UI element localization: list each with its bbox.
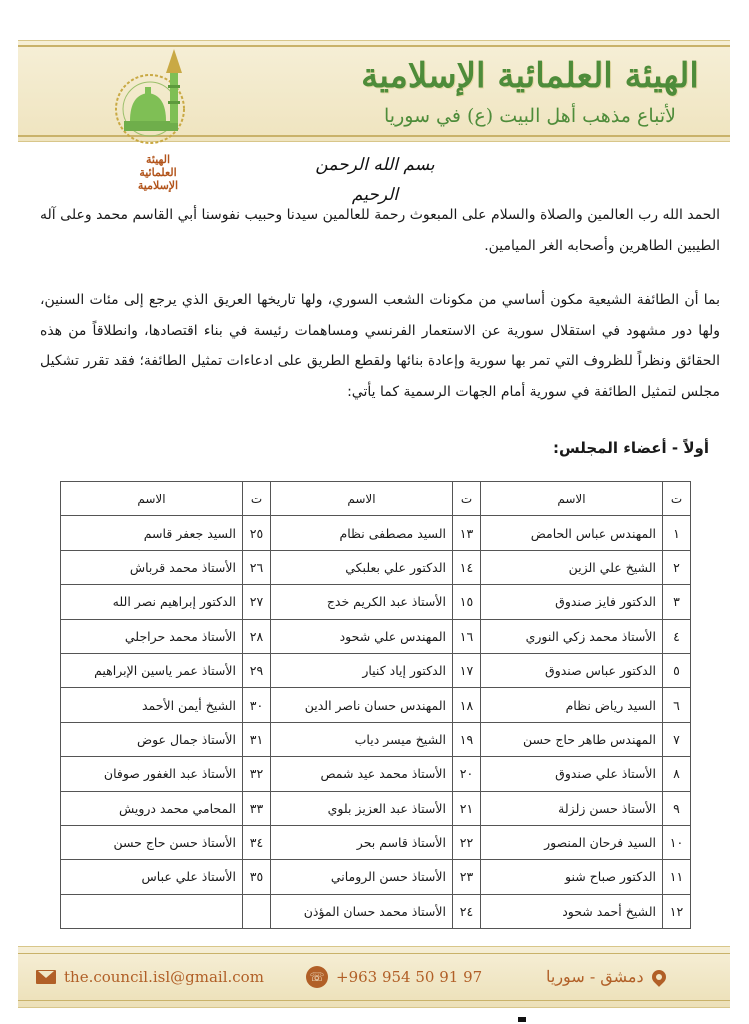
footer-email[interactable] <box>36 964 264 990</box>
member-name: الأستاذ عبد العزيز بلوي <box>271 791 453 825</box>
scan-mark <box>518 1017 526 1022</box>
member-name: المهندس حسان ناصر الدين <box>271 688 453 722</box>
table-row <box>61 894 691 928</box>
logo-caption <box>98 153 218 192</box>
member-number: ٢٨ <box>243 619 271 653</box>
member-name: الشيخ ميسر دياب <box>271 722 453 756</box>
member-number: ٢٧ <box>243 585 271 619</box>
member-number: ٢ <box>663 550 691 584</box>
table-row <box>61 757 691 791</box>
table-row <box>61 653 691 687</box>
footer-top-line <box>18 953 730 954</box>
footer-bottom-line <box>18 1000 730 1001</box>
table-row <box>61 860 691 894</box>
member-name: الأستاذ محمد قرباش <box>61 550 243 584</box>
member-number: ٩ <box>663 791 691 825</box>
email-icon <box>36 970 56 984</box>
member-number: ٦ <box>663 688 691 722</box>
member-name: السيد فرحان المنصور <box>481 825 663 859</box>
member-name: الشيخ علي الزين <box>481 550 663 584</box>
member-name: الدكتور صباح شنو <box>481 860 663 894</box>
table-header-row <box>61 482 691 516</box>
table-row <box>61 550 691 584</box>
footer-contact-bar <box>18 946 730 1008</box>
members-table <box>60 481 691 929</box>
member-name: المحامي محمد درويش <box>61 791 243 825</box>
organization-logo <box>98 43 208 193</box>
member-number: ٣٥ <box>243 860 271 894</box>
member-name: الأستاذ قاسم بحر <box>271 825 453 859</box>
member-number: ١٤ <box>453 550 481 584</box>
member-number: ٧ <box>663 722 691 756</box>
basmala: بسم الله الرحمن الرحيم <box>315 155 435 205</box>
member-name: المهندس علي شحود <box>271 619 453 653</box>
member-name: الأستاذ علي صندوق <box>481 757 663 791</box>
column-header-number: ت <box>663 482 691 516</box>
table-row <box>61 825 691 859</box>
member-number: ١٣ <box>453 516 481 550</box>
organization-title: الهيئة العلمائية الإسلامية <box>361 56 699 96</box>
location-text: دمشق - سوريا <box>546 967 644 986</box>
member-number: ١٧ <box>453 653 481 687</box>
body-paragraph: بما أن الطائفة الشيعية مكون أساسي من مكونات الشعب السوري، ولها تاريخها العريق الذي يرجع إلى مئات السنين، ولها دور مشهود في استقلال سورية عن الاستعمار الفرنسي ومساهمات رئيسة في بناء اقتصادها، وانطلاقاً من هذه الحقائق ونظراً للظروف التي تمر بها سورية وإعادة بنائها ولقطع الطريق على ادعاءات تمثيل الطائفة؛ فقد تقرر تشكيل مجلس لتمثيل الطائفة في سورية أمام الجهات الرسمية كما يأتي: <box>40 292 720 400</box>
member-number: ٣ <box>663 585 691 619</box>
whatsapp-icon: ☏ <box>306 966 328 988</box>
footer-phone[interactable] <box>306 964 482 990</box>
member-name: الدكتور إبراهيم نصر الله <box>61 585 243 619</box>
member-name: الأستاذ حسن الروماني <box>271 860 453 894</box>
member-name: الدكتور علي بعلبكي <box>271 550 453 584</box>
member-name: الأستاذ علي عباس <box>61 860 243 894</box>
member-name: الدكتور إياد كنيار <box>271 653 453 687</box>
member-number: ٤ <box>663 619 691 653</box>
member-name: السيد مصطفى نظام <box>271 516 453 550</box>
member-number: ٢٦ <box>243 550 271 584</box>
member-number <box>243 894 271 928</box>
member-name: السيد جعفر قاسم <box>61 516 243 550</box>
member-number: ٢٤ <box>453 894 481 928</box>
table-row <box>61 585 691 619</box>
member-number: ١٦ <box>453 619 481 653</box>
member-name: الأستاذ عبد الكريم خدج <box>271 585 453 619</box>
member-number: ١٨ <box>453 688 481 722</box>
member-number: ٢٠ <box>453 757 481 791</box>
logo-caption-line: العلمائية <box>139 166 177 179</box>
member-name: الدكتور عباس صندوق <box>481 653 663 687</box>
table-row <box>61 791 691 825</box>
member-number: ٥ <box>663 653 691 687</box>
member-name: الأستاذ محمد حراجلي <box>61 619 243 653</box>
member-name: الدكتور فايز صندوق <box>481 585 663 619</box>
member-number: ٣١ <box>243 722 271 756</box>
member-number: ٣٠ <box>243 688 271 722</box>
column-header-number: ت <box>243 482 271 516</box>
members-table-body <box>61 516 691 929</box>
member-number: ٢٢ <box>453 825 481 859</box>
phone-text[interactable]: +963 954 50 91 97 <box>336 968 483 986</box>
column-header-name: الاسم <box>271 482 453 516</box>
logo-caption-line: الإسلامية <box>137 179 179 192</box>
mosque-logo-icon <box>98 43 208 153</box>
email-text[interactable]: the.council.isl@gmail.com <box>64 968 264 986</box>
table-row <box>61 619 691 653</box>
column-header-number: ت <box>453 482 481 516</box>
table-row <box>61 722 691 756</box>
member-name: الأستاذ جمال عوض <box>61 722 243 756</box>
member-name: المهندس عباس الحامض <box>481 516 663 550</box>
member-name: الأستاذ حسن حاج حسن <box>61 825 243 859</box>
member-name: السيد رياض نظام <box>481 688 663 722</box>
member-name: الأستاذ محمد حسان المؤذن <box>271 894 453 928</box>
member-name: الأستاذ محمد عيد شمص <box>271 757 453 791</box>
table-row <box>61 516 691 550</box>
table-row <box>61 688 691 722</box>
member-number: ١٩ <box>453 722 481 756</box>
member-name: الشيخ أحمد شحود <box>481 894 663 928</box>
member-number: ٢١ <box>453 791 481 825</box>
member-number: ٢٣ <box>453 860 481 894</box>
column-header-name: الاسم <box>61 482 243 516</box>
location-pin-icon <box>649 967 669 987</box>
opening-paragraph: الحمد الله رب العالمين والصلاة والسلام على المبعوث رحمة للعالمين سيدنا وحبيب نفوسنا أبي القاسم محمد وعلى آله الطيبين الطاهرين وأصحابه الغر الميامين. <box>40 207 720 254</box>
member-number: ١٠ <box>663 825 691 859</box>
member-number: ٢٥ <box>243 516 271 550</box>
member-number: ١٥ <box>453 585 481 619</box>
member-number: ١٢ <box>663 894 691 928</box>
logo-caption-line: الهيئة <box>145 153 170 166</box>
member-name <box>61 894 243 928</box>
member-number: ٨ <box>663 757 691 791</box>
member-name: الأستاذ عبد الغفور صوفان <box>61 757 243 791</box>
organization-subtitle: لأتباع مذهب أهل البيت (ع) في سوريا <box>384 105 676 127</box>
member-name: الأستاذ حسن زلزلة <box>481 791 663 825</box>
member-number: ١ <box>663 516 691 550</box>
member-name: الشيخ أيمن الأحمد <box>61 688 243 722</box>
section-title: أولاً - أعضاء المجلس: <box>553 439 709 457</box>
member-name: المهندس طاهر حاج حسن <box>481 722 663 756</box>
column-header-name: الاسم <box>481 482 663 516</box>
member-number: ١١ <box>663 860 691 894</box>
member-number: ٣٢ <box>243 757 271 791</box>
member-number: ٢٩ <box>243 653 271 687</box>
footer-location <box>546 964 666 990</box>
member-number: ٣٣ <box>243 791 271 825</box>
member-name: الأستاذ عمر ياسين الإبراهيم <box>61 653 243 687</box>
member-name: الأستاذ محمد زكي النوري <box>481 619 663 653</box>
member-number: ٣٤ <box>243 825 271 859</box>
